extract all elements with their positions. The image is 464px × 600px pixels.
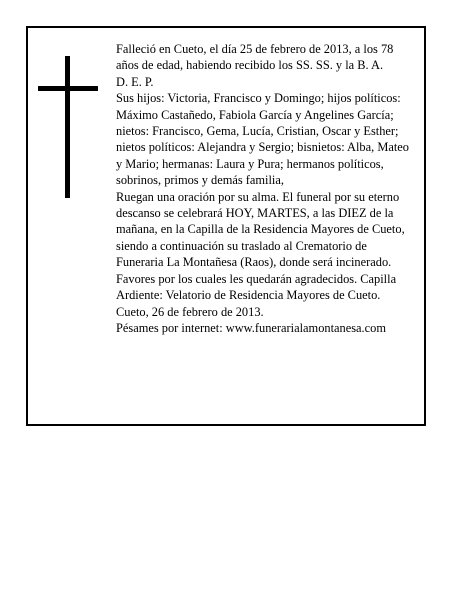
place-date: Cueto, 26 de febrero de 2013. bbox=[116, 304, 264, 319]
obituary-text bbox=[116, 41, 416, 336]
condolences-website: Pésames por internet: www.funerarialamontanesa.com bbox=[116, 320, 386, 335]
funeral-details: Ruegan una oración por su alma. El funeral por su eterno descanso se celebrará HOY, MARTES, a las DIEZ de la mañana, en la Capilla de la Residencia Mayores de Cueto, siendo a continuación su traslado al Crematorio de Funeraria La Montañesa (Raos), donde será incinerado. Favores por los cuales les quedarán agradecidos. Capilla Ardiente: Velatorio de Residencia Mayores de Cueto. bbox=[116, 189, 405, 303]
death-announcement: Falleció en Cueto, el día 25 de febrero de 2013, a los 78 años de edad, habiendo recibido los SS. SS. y la B. A. bbox=[116, 42, 394, 73]
rip-line: D. E. P. bbox=[116, 74, 154, 89]
obituary-notice-frame bbox=[26, 26, 426, 426]
latin-cross-icon bbox=[38, 56, 98, 198]
cross-vertical-bar bbox=[65, 56, 70, 198]
cross-horizontal-bar bbox=[38, 86, 98, 91]
family-list: Sus hijos: Victoria, Francisco y Domingo; hijos políticos: Máximo Castañedo, Fabiola García y Angelines García; nietos: Francisco, Gema, Lucía, Cristian, Oscar y Esther; nietos políticos: Alejandra y Sergio; bisnietos: Alba, Mateo y Mario; hermanas: Laura y Pura; hermanos políticos, sobrinos, primos y demás familia, bbox=[116, 91, 409, 188]
